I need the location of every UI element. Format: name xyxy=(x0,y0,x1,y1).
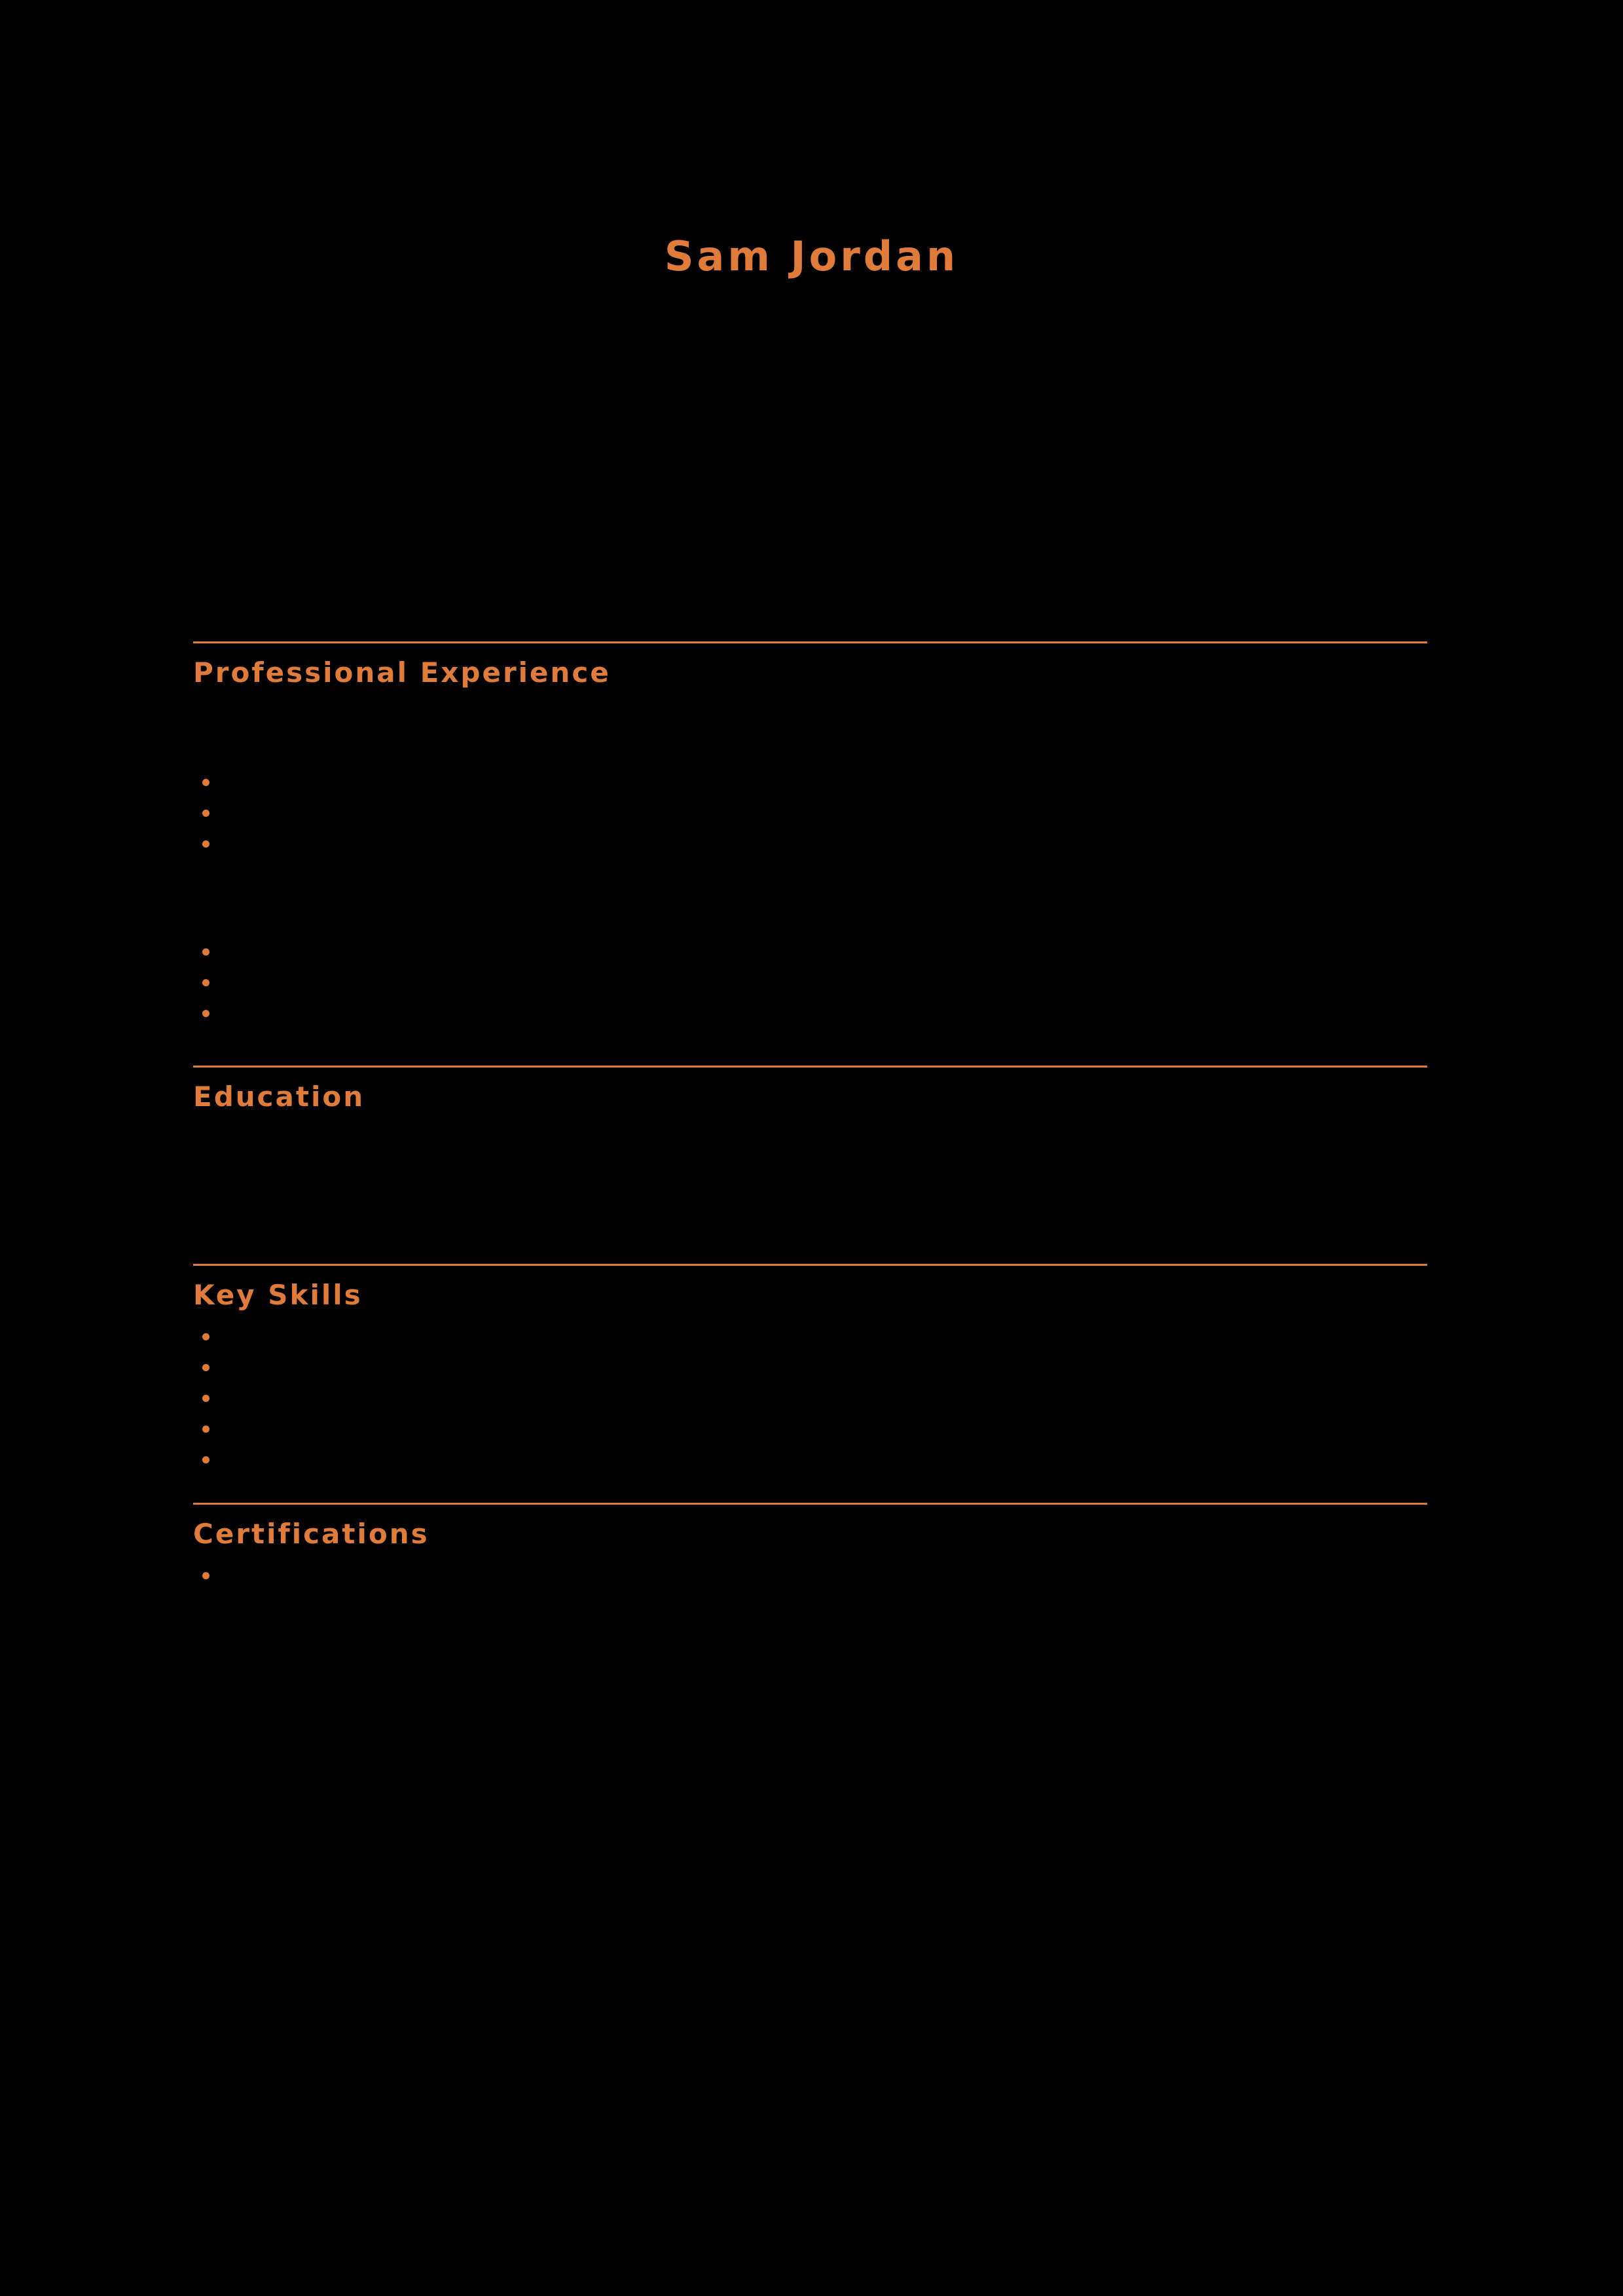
experience-company: Northbridge Logistics, Portland, OR xyxy=(193,737,492,757)
list-item: Built a vendor scorecard program covering 60+ suppliers, improving on-time delivery from 82% to 96%. xyxy=(193,797,1427,827)
spacer xyxy=(193,1177,1427,1236)
list-item: Directed a 14-person operations team and reduced average order cycle time by 27% over six quarters. xyxy=(193,766,1427,797)
experience-company: Cascade Supply Co., Seattle, WA xyxy=(193,906,471,926)
section-title-skills: Key Skills xyxy=(193,1279,363,1311)
list-item: Partnered with finance to renegotiate freight contracts, saving $1.4M annually. xyxy=(193,827,1427,858)
list-item: Developed forecasting models in SQL and Python that cut inventory write-offs by 19%. xyxy=(193,935,1427,966)
section-experience xyxy=(193,641,1427,1028)
section-divider xyxy=(193,1503,1427,1505)
education-degree: B.S. Industrial Engineering xyxy=(193,1132,471,1154)
experience-entry xyxy=(193,711,1427,858)
experience-entry xyxy=(193,880,1427,1028)
list-item: SQL, Python, and Tableau reporting xyxy=(193,1351,1427,1382)
skills-list xyxy=(193,1320,1427,1474)
section-divider xyxy=(193,641,1427,643)
education-entry xyxy=(193,1132,1427,1177)
list-item: Automated weekly reporting for five regional warehouses, saving 12 analyst hours per week. xyxy=(193,966,1427,997)
experience-role: Operations Analyst xyxy=(193,880,399,903)
experience-bullet-list xyxy=(193,935,1427,1028)
resume-body xyxy=(193,641,1427,1590)
section-title-education: Education xyxy=(193,1081,365,1113)
section-divider xyxy=(193,1264,1427,1266)
list-item: Process optimization and lean methodology xyxy=(193,1320,1427,1351)
section-title-experience: Professional Experience xyxy=(193,656,611,689)
list-item: Cross-functional team leadership xyxy=(193,1443,1427,1474)
list-item: Certified Supply Chain Professional (CSCP), APICS - 2020 xyxy=(193,1559,1427,1590)
contact-line-primary: sam.jordan@example.com | (555) 018-2947 | Portland, OR xyxy=(542,308,1081,329)
list-item: Led onboarding and training for nine new analysts across two distribution centers. xyxy=(193,997,1427,1028)
experience-dates: 2021 - Present xyxy=(1288,711,1427,733)
list-item: Vendor negotiation and contract management xyxy=(193,1382,1427,1412)
section-certifications xyxy=(193,1503,1427,1590)
experience-dates: 2017 - 2021 xyxy=(1311,880,1427,903)
experience-entry-header xyxy=(193,880,1427,903)
list-item: Demand forecasting and inventory planning xyxy=(193,1412,1427,1443)
section-title-certifications: Certifications xyxy=(193,1518,429,1550)
professional-summary: Operations and product specialist with eight years of experience leading cross-functional teams, streamlining delivery pipelines, and translating customer research into measurable roadmap outcomes. xyxy=(193,423,1371,474)
contact-line-secondary: linkedin.com/in/samjordan | samjordan.dev xyxy=(613,340,1010,362)
section-skills xyxy=(193,1264,1427,1474)
section-education xyxy=(193,1066,1427,1236)
experience-entry-header xyxy=(193,711,1427,733)
education-meta: University of Washington, Seattle, WA - 2013 - 2017 xyxy=(193,1158,636,1177)
certifications-list xyxy=(193,1559,1427,1590)
experience-bullet-list xyxy=(193,766,1427,858)
page-title: Sam Jordan xyxy=(664,232,959,280)
experience-role: Senior Operations Manager xyxy=(193,711,488,733)
section-divider xyxy=(193,1066,1427,1067)
